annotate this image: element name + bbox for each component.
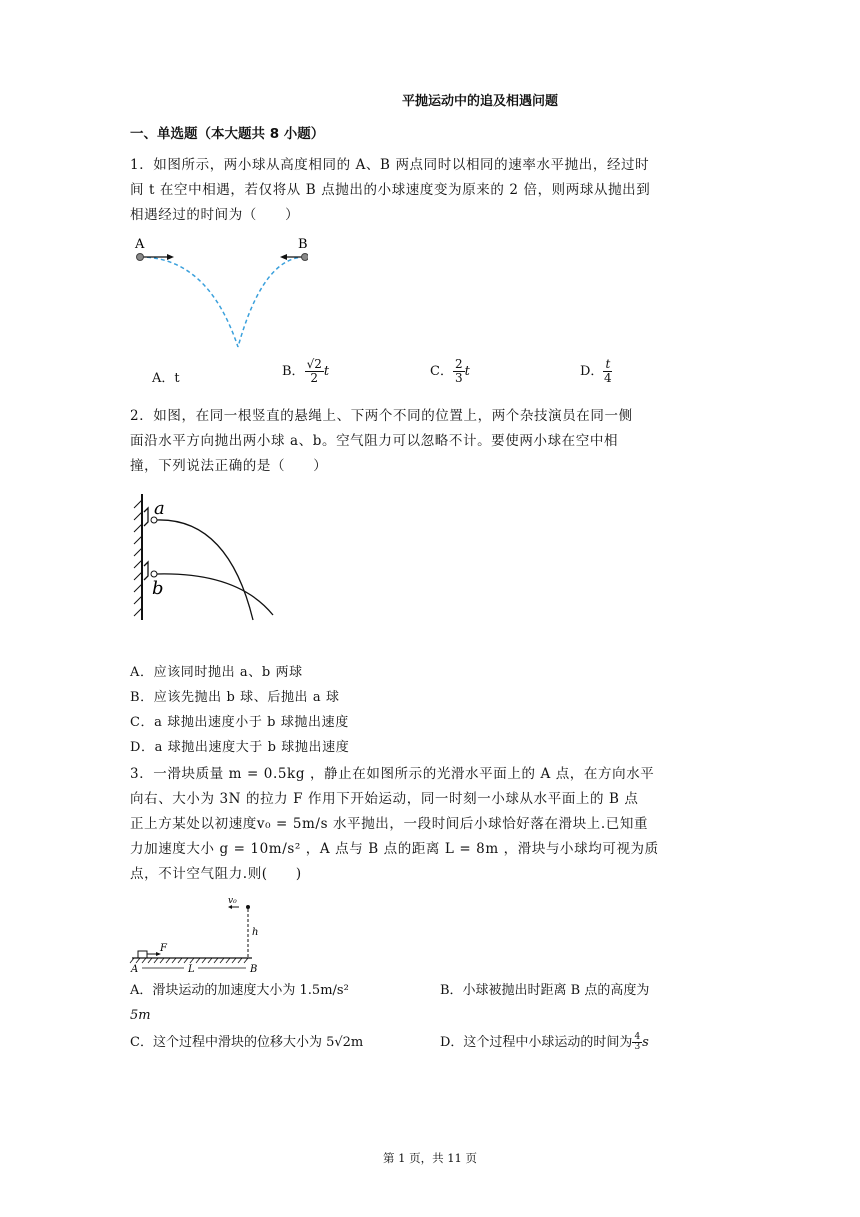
q3-fig-h: h bbox=[252, 927, 259, 938]
q3-fig-v0: v₀ bbox=[228, 896, 237, 906]
q1-ball-b bbox=[302, 254, 309, 261]
page-footer: 第 1 页，共 11 页 bbox=[382, 1151, 478, 1165]
q3-line-5: 点，不计空气阻力.则( ) bbox=[130, 866, 302, 882]
q3-ground-hatch bbox=[130, 958, 248, 963]
q3-fig-L: L bbox=[188, 964, 195, 975]
q2-options bbox=[130, 660, 730, 760]
q1-option-b[interactable]: B． $\frac{√2}{2}$ t bbox=[282, 357, 330, 385]
q3-block bbox=[138, 951, 147, 958]
q3-fig-F: F bbox=[160, 943, 167, 954]
q2-trajectory-b bbox=[157, 574, 273, 615]
q2-line-2: 面沿水平方向抛出两小球 a、b。空气阻力可以忽略不计。要使两小球在空中相 bbox=[130, 433, 619, 449]
q3-fig-A: A bbox=[131, 964, 139, 975]
q1-arrowhead-a bbox=[167, 254, 174, 260]
q3-figure bbox=[128, 890, 268, 976]
q1-trajectory-b bbox=[238, 257, 305, 347]
q2-performer-b bbox=[144, 562, 148, 580]
section-heading: 一、单选题（本大题共 8 小题） bbox=[130, 126, 325, 142]
q3-option-d[interactable]: D．这个过程中小球运动的时间为 $\frac{4}{3}$ s bbox=[440, 1032, 649, 1052]
q1-trajectory-a bbox=[140, 257, 238, 347]
q1-ball-a bbox=[137, 254, 144, 261]
q3-ball bbox=[246, 905, 250, 909]
q3-line-1: 3．一滑块质量 m = 0.5kg ，静止在如图所示的光滑水平面上的 A 点，在方向水平 bbox=[130, 766, 655, 782]
q1-option-a[interactable]: A．t bbox=[152, 371, 180, 386]
q2-trajectory-a bbox=[157, 520, 253, 620]
page-title: 平抛运动中的追及相遇问题 bbox=[401, 94, 558, 109]
q1-line-1: 1．如图所示，两小球从高度相同的 A、B 两点同时以相同的速率水平抛出，经过时 bbox=[130, 157, 650, 173]
question-1-text bbox=[130, 153, 730, 228]
q1-option-d[interactable]: D． $\frac{t}{4}$ bbox=[580, 357, 612, 385]
q1-arrowhead-b bbox=[280, 254, 287, 260]
question-2-text bbox=[130, 404, 730, 479]
q3-option-b-continued: 5m bbox=[130, 1008, 151, 1023]
q2-option-a[interactable]: A．应该同时抛出 a、b 两球 bbox=[130, 665, 303, 680]
q1-line-3: 相遇经过的时间为（ ） bbox=[130, 207, 300, 223]
q3-line-2: 向右、大小为 3N 的拉力 F 作用下开始运动，同一时刻一小球从水平面上的 B 点 bbox=[130, 791, 639, 807]
q1-fig-label-a: A bbox=[135, 237, 145, 252]
question-3-text bbox=[130, 762, 730, 887]
q2-ball-b bbox=[151, 571, 157, 577]
q3-line-4: 力加速度大小 g = 10m/s² ，A 点与 B 点的距离 L = 8m ，滑块与小球均可视为质 bbox=[130, 841, 659, 857]
q2-fig-label-a: a bbox=[154, 498, 165, 519]
q2-option-b[interactable]: B．应该先抛出 b 球、后抛出 a 球 bbox=[130, 690, 340, 705]
q1-option-c[interactable]: C． $\frac{2}{3}$ t bbox=[430, 357, 470, 385]
q3-line-3: 正上方某处以初速度v₀ = 5m/s 水平抛出，一段时间后小球恰好落在滑块上.已知重 bbox=[130, 816, 649, 832]
q1-line-2: 间 t 在空中相遇，若仅将从 B 点抛出的小球速度变为原来的 2 倍，则两球从抛出到 bbox=[130, 182, 651, 198]
q3-option-a[interactable]: A．滑块运动的加速度大小为 1.5m/s² bbox=[130, 983, 349, 998]
q2-figure bbox=[128, 490, 278, 625]
q2-line-3: 撞，下列说法正确的是（ ） bbox=[130, 458, 328, 474]
q2-option-d[interactable]: D．a 球抛出速度大于 b 球抛出速度 bbox=[130, 740, 350, 755]
q3-option-c[interactable]: C．这个过程中滑块的位移大小为 5√2m bbox=[130, 1035, 364, 1050]
q2-option-c[interactable]: C．a 球抛出速度小于 b 球抛出速度 bbox=[130, 715, 349, 730]
q2-performer-a bbox=[144, 508, 148, 526]
q3-option-b[interactable]: B．小球被抛出时距离 B 点的高度为 bbox=[440, 983, 650, 998]
q1-fig-label-b: B bbox=[298, 237, 308, 252]
q2-line-1: 2．如图，在同一根竖直的悬绳上、下两个不同的位置上，两个杂技演员在同一侧 bbox=[130, 408, 633, 424]
q2-fig-label-b: b bbox=[152, 578, 164, 599]
q1-figure bbox=[128, 232, 308, 352]
q3-fig-B: B bbox=[250, 964, 258, 975]
q2-wall-hatch bbox=[134, 500, 142, 616]
